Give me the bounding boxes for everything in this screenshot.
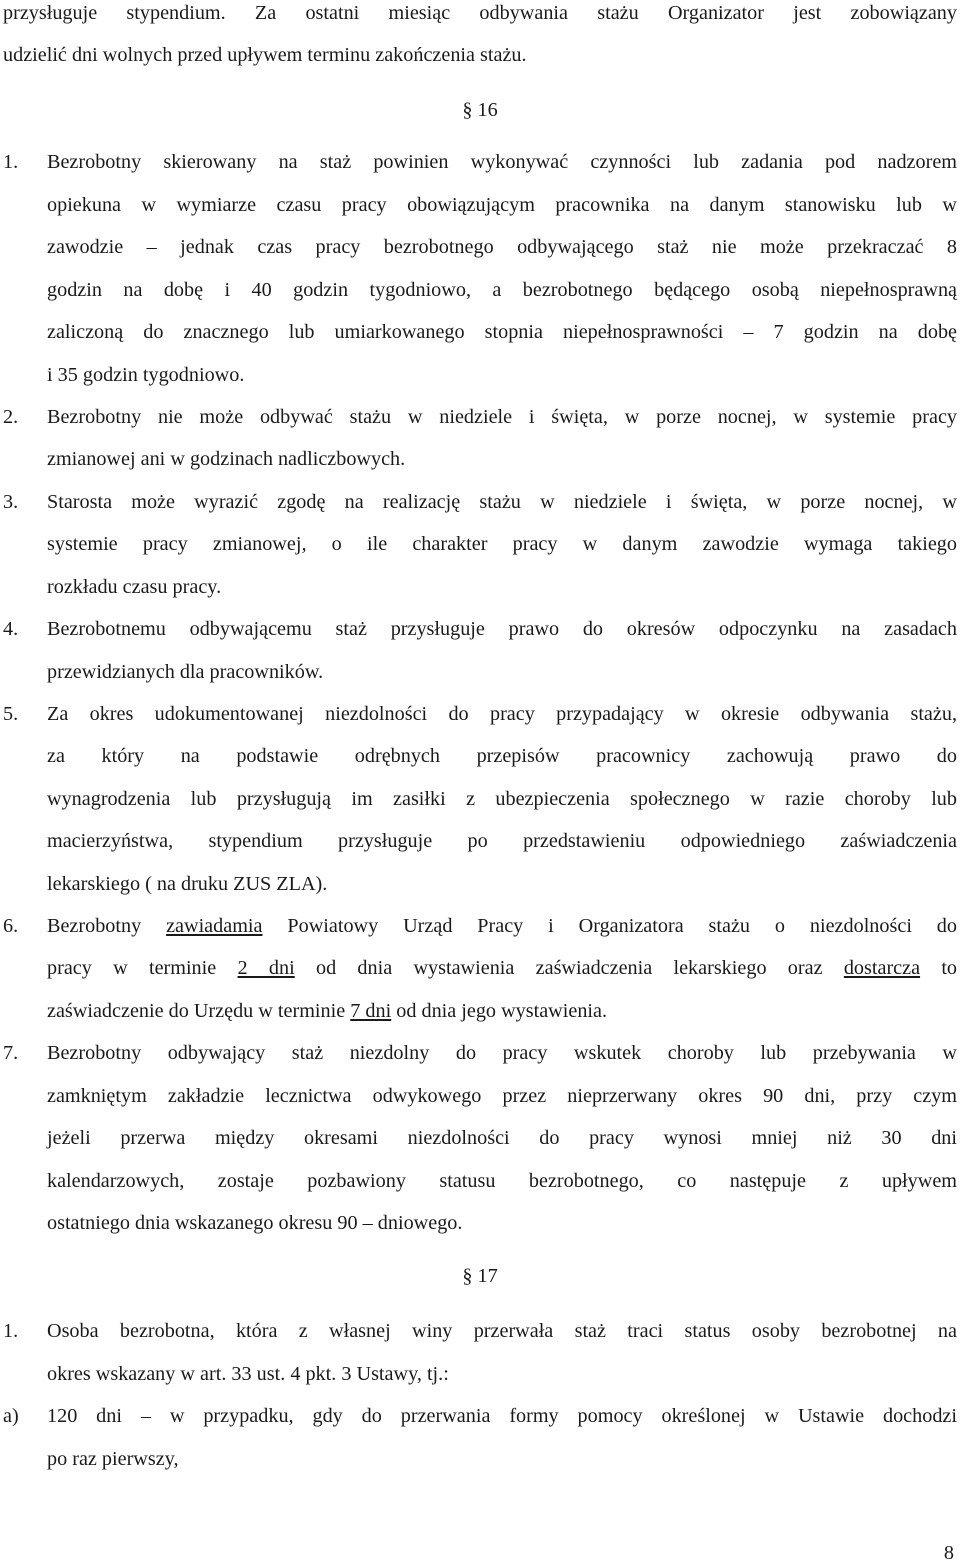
- item-7-line-3: jeżeli przerwa między okresami niezdolności do pracy wynosi mniej niż 30 dni: [47, 1127, 957, 1149]
- text-fragment: Powiatowy Urząd Pracy i Organizatora stażu o niezdolności do: [287, 915, 957, 937]
- s17-item-1-line-2: okres wskazany w art. 33 ust. 4 pkt. 3 Ustawy, tj.:: [47, 1363, 449, 1385]
- item-1-line-5: zaliczoną do znacznego lub umiarkowanego stopnia niepełnosprawności – 7 godzin na dobę: [47, 321, 957, 343]
- item-number: 1.: [3, 151, 19, 173]
- item-3-line-2: systemie pracy zmianowej, o ile charakter pracy w danym zawodzie wymaga takiego: [47, 533, 957, 555]
- page-number: 8: [943, 1542, 954, 1564]
- item-6-line-1: [47, 905, 957, 947]
- s17-item-1-line-1: Osoba bezrobotna, która z własnej winy przerwała staż traci status osoby bezrobotnej na: [47, 1320, 957, 1342]
- item-4-line-1: Bezrobotnemu odbywającemu staż przysługuje prawo do okresów odpoczynku na zasadach: [47, 618, 957, 640]
- item-7-line-5: ostatniego dnia wskazanego okresu 90 – dniowego.: [47, 1212, 463, 1234]
- intro-line-1: przysługuje stypendium. Za ostatni miesiąc odbywania stażu Organizator jest zobowiązany: [3, 2, 957, 24]
- item-number: 7.: [3, 1042, 19, 1064]
- text-fragment: to: [941, 957, 958, 979]
- item-number: 1.: [3, 1320, 19, 1342]
- item-1-line-4: godzin na dobę i 40 godzin tygodniowo, a bezrobotnego będącego osobą niepełnosprawną: [47, 279, 957, 301]
- text-fragment: od dnia jego wystawienia.: [396, 1000, 608, 1022]
- item-1-line-1: Bezrobotny skierowany na staż powinien wykonywać czynności lub zadania pod nadzorem: [47, 151, 957, 173]
- item-5-line-4: macierzyństwa, stypendium przysługuje po przedstawieniu odpowiedniego zaświadczenia: [47, 830, 957, 852]
- item-number: 5.: [3, 703, 19, 725]
- item-letter: a): [3, 1405, 19, 1427]
- text-fragment: Bezrobotny: [47, 915, 142, 937]
- item-number: 2.: [3, 406, 19, 428]
- underlined-word: dostarcza: [843, 957, 921, 979]
- s17-item-a-line-2: po raz pierwszy,: [47, 1448, 179, 1470]
- text-fragment: pracy w terminie: [47, 957, 217, 979]
- item-6-line-2: [47, 947, 957, 989]
- item-1-line-2: opiekuna w wymiarze czasu pracy obowiązującym pracownika na danym stanowisku lub w: [47, 194, 957, 216]
- text-fragment: zaświadczenie do Urzędu w terminie: [47, 1000, 346, 1022]
- section-16-heading: § 16: [462, 99, 498, 121]
- item-6-line-3: [47, 990, 957, 1032]
- underlined-word: 7 dni: [350, 1000, 392, 1022]
- item-5-line-1: Za okres udokumentowanej niezdolności do pracy przypadający w okresie odbywania stażu,: [47, 703, 957, 725]
- item-3-line-1: Starosta może wyrazić zgodę na realizację stażu w niedziele i święta, w porze nocnej, w: [47, 491, 957, 513]
- item-5-line-5: lekarskiego ( na druku ZUS ZLA).: [47, 873, 328, 895]
- s17-item-a-line-1: 120 dni – w przypadku, gdy do przerwania formy pomocy określonej w Ustawie dochodzi: [47, 1405, 957, 1427]
- item-2-line-1: Bezrobotny nie może odbywać stażu w niedziele i święta, w porze nocnej, w systemie pracy: [47, 406, 957, 428]
- item-1-line-6: i 35 godzin tygodniowo.: [47, 364, 245, 386]
- text-fragment: od dnia wystawienia zaświadczenia lekarskiego oraz: [315, 957, 823, 979]
- item-number: 4.: [3, 618, 19, 640]
- item-number: 6.: [3, 915, 19, 937]
- section-17-heading: § 17: [462, 1265, 498, 1287]
- item-7-line-4: kalendarzowych, zostaje pozbawiony statusu bezrobotnego, co następuje z upływem: [47, 1170, 957, 1192]
- underlined-word: zawiadamia: [166, 915, 263, 937]
- item-2-line-2: zmianowej ani w godzinach nadliczbowych.: [47, 448, 406, 470]
- intro-line-2: udzielić dni wolnych przed upływem terminu zakończenia stażu.: [3, 44, 527, 66]
- item-5-line-3: wynagrodzenia lub przysługują im zasiłki z ubezpieczenia społecznego w razie choroby lub: [47, 788, 957, 810]
- item-7-line-2: zamkniętym zakładzie lecznictwa odwykowego przez nieprzerwany okres 90 dni, przy czym: [47, 1085, 957, 1107]
- item-4-line-2: przewidzianych dla pracowników.: [47, 661, 324, 683]
- item-7-line-1: Bezrobotny odbywający staż niezdolny do pracy wskutek choroby lub przebywania w: [47, 1042, 957, 1064]
- underlined-word: 2 dni: [237, 957, 295, 979]
- item-5-line-2: za który na podstawie odrębnych przepisów pracownicy zachowują prawo do: [47, 745, 957, 767]
- item-number: 3.: [3, 491, 19, 513]
- item-1-line-3: zawodzie – jednak czas pracy bezrobotnego odbywającego staż nie może przekraczać 8: [47, 236, 957, 258]
- item-3-line-3: rozkładu czasu pracy.: [47, 576, 222, 598]
